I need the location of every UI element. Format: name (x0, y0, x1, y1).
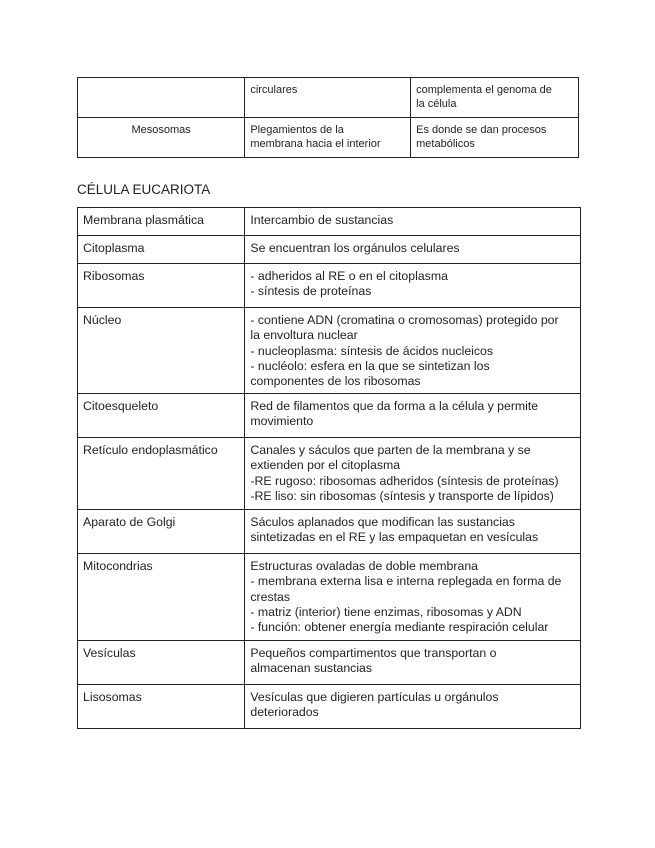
table-cell (245, 208, 581, 236)
cell-text-line: Mesosomas (131, 124, 191, 136)
cell-text-line: Membrana plasmática (83, 213, 204, 227)
cell-text-line: metabólicos (416, 138, 475, 150)
cell-text-line: Mitocondrias (83, 559, 153, 573)
table-cell (245, 394, 581, 438)
cell-text-line: Vesículas que digieren partículas u orgánulos (250, 690, 499, 704)
table-row (78, 118, 579, 158)
table-row (78, 308, 581, 394)
table-cell (78, 554, 245, 641)
cell-text-line: Intercambio de sustancias (250, 213, 394, 227)
cell-text-line: crestas (250, 589, 291, 604)
cell-text-line: Citoplasma (83, 241, 145, 255)
table-cell (245, 118, 411, 158)
cell-text-line: Pequeños compartimentos que transportan o (250, 646, 497, 660)
cell-text-line: -RE liso: sin ribosomas (síntesis y transporte de lípidos) (250, 488, 554, 503)
cell-text-line: - síntesis de proteínas (250, 284, 372, 299)
table-cell (78, 78, 245, 118)
cell-text-line: - contiene ADN (cromatina o cromosomas) protegido por (250, 313, 559, 327)
table-cell (78, 438, 245, 510)
cell-text-line: Aparato de Golgi (83, 515, 176, 529)
cell-text-line: Retículo endoplasmático (83, 443, 218, 457)
cell-text-line: Es donde se dan procesos (416, 124, 547, 136)
cell-text-line: deteriorados (250, 705, 319, 720)
cell-text-line: Vesículas (83, 646, 136, 660)
cell-text-line: movimiento (250, 414, 314, 429)
cell-text-line: Plegamientos de la (250, 124, 344, 136)
table-cell (78, 118, 245, 158)
table-row (78, 685, 581, 729)
table-cell (245, 510, 581, 554)
cell-text-line: Núcleo (83, 313, 122, 327)
table-cell (78, 264, 245, 308)
cell-text-line: - adheridos al RE o en el citoplasma (250, 269, 448, 283)
cell-text-line: Red de filamentos que da forma a la célula y permite (250, 399, 539, 413)
table-row (78, 264, 581, 308)
table-row (78, 641, 581, 685)
cell-text-line: Ribosomas (83, 269, 145, 283)
table-cell (78, 308, 245, 394)
table-cell (245, 554, 581, 641)
cell-text-line: Se encuentran los orgánulos celulares (250, 241, 460, 255)
section-heading: CÉLULA EUCARIOTA (77, 182, 211, 197)
cell-text-line: -RE rugoso: ribosomas adheridos (síntesis de proteínas) (250, 473, 559, 488)
cell-text-line: circulares (250, 84, 298, 96)
table-cell (245, 78, 411, 118)
table-cell (78, 236, 245, 264)
eukaryote-table (77, 207, 581, 729)
table-cell (78, 685, 245, 729)
cell-text-line: Sáculos aplanados que modifican las sustancias (250, 515, 515, 529)
table-cell (245, 685, 581, 729)
cell-text-line: - matriz (interior) tiene enzimas, ribosomas y ADN (250, 604, 522, 619)
table-row (78, 236, 581, 264)
cell-text-line: - función: obtener energía mediante respiración celular (250, 620, 549, 635)
cell-text-line: Citoesqueleto (83, 399, 159, 413)
cell-text-line: - membrana externa lisa e interna replegada en forma de (250, 574, 562, 589)
table-cell (245, 308, 581, 394)
table-row (78, 78, 579, 118)
table-row (78, 554, 581, 641)
table-row (78, 438, 581, 510)
table-cell (245, 641, 581, 685)
table-cell (245, 236, 581, 264)
cell-text-line: sintetizadas en el RE y las empaquetan en vesículas (250, 530, 539, 545)
cell-text-line: complementa el genoma de (416, 84, 552, 96)
cell-text-line: almacenan sustancias (250, 661, 373, 676)
cell-text-line: extienden por el citoplasma (250, 458, 401, 473)
cell-text-line: la envoltura nuclear (250, 328, 358, 343)
table-cell (411, 78, 579, 118)
table-cell (411, 118, 579, 158)
cell-text-line: la célula (416, 98, 457, 110)
prokaryote-table-continuation (77, 77, 579, 158)
table-row (78, 510, 581, 554)
table-cell (78, 641, 245, 685)
table-cell (78, 510, 245, 554)
table-cell (245, 438, 581, 510)
table-cell (78, 394, 245, 438)
cell-text-line: componentes de los ribosomas (250, 374, 421, 389)
cell-text-line: Lisosomas (83, 690, 142, 704)
table-cell (245, 264, 581, 308)
cell-text-line: Canales y sáculos que parten de la membrana y se (250, 443, 531, 457)
cell-text-line: membrana hacia el interior (250, 138, 381, 150)
table-row (78, 394, 581, 438)
cell-text-line: - nucléolo: esfera en la que se sintetizan los (250, 358, 490, 373)
cell-text-line: - nucleoplasma: síntesis de ácidos nucleicos (250, 343, 494, 358)
table-cell (78, 208, 245, 236)
table-row (78, 208, 581, 236)
cell-text-line: Estructuras ovaladas de doble membrana (250, 559, 478, 573)
